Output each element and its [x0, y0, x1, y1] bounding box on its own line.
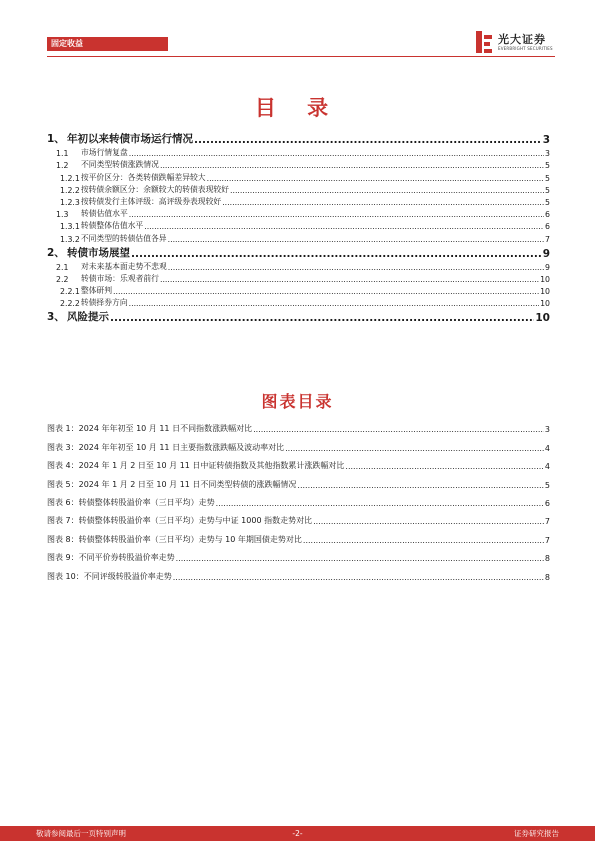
toc-entry-page: 3	[545, 149, 550, 159]
logo-chinese-name: 光大证券	[498, 33, 546, 46]
toc-dot-leader	[129, 210, 544, 219]
section-tag: 固定收益	[47, 37, 168, 51]
toc-entry[interactable]	[47, 284, 550, 296]
toc-dot-leader	[168, 235, 544, 244]
toc-entry[interactable]	[47, 219, 550, 231]
chart-toc-dot-leader	[176, 554, 544, 563]
toc-entry[interactable]	[47, 130, 550, 146]
charts-table-of-contents	[47, 416, 550, 582]
toc-entry-label: 转债市场：乐观者前行	[81, 273, 159, 283]
toc-entry-label: 风险提示	[67, 311, 109, 324]
toc-entry-number: 2、	[47, 246, 65, 259]
chart-toc-entry[interactable]	[47, 434, 550, 452]
chart-toc-entry-page: 8	[544, 554, 550, 564]
toc-dot-leader	[110, 312, 534, 324]
chart-toc-dot-leader	[253, 425, 544, 434]
toc-entry-page: 5	[545, 173, 550, 183]
toc-dot-leader	[194, 134, 542, 146]
chart-toc-dot-leader	[297, 481, 543, 490]
charts-toc-title: 图表目录	[261, 392, 334, 411]
chart-toc-entry-page: 5	[544, 480, 550, 490]
toc-entry-label: 转债整体估值水平	[80, 221, 144, 231]
toc-dot-leader	[113, 287, 539, 296]
toc-entry-page: 6	[545, 210, 550, 220]
toc-entry-number: 1.2.3	[60, 197, 80, 207]
toc-dot-leader	[131, 248, 542, 260]
toc-entry-number: 2.2.1	[60, 287, 80, 297]
toc-entry-number: 2.2.2	[60, 299, 80, 309]
chart-toc-entry[interactable]	[47, 508, 550, 526]
chart-toc-dot-leader	[216, 499, 544, 508]
toc-dot-leader	[160, 275, 539, 284]
logo-english-name: EVERBRIGHT SECURITIES	[498, 46, 553, 51]
toc-entry-number: 1、	[47, 133, 65, 145]
toc-entry-number: 1.3.2	[60, 234, 80, 244]
footer-disclaimer: 敬请参阅最后一页特别声明	[36, 829, 126, 838]
toc-entry[interactable]	[47, 158, 550, 170]
toc-entry[interactable]	[47, 195, 550, 207]
toc-entry[interactable]	[47, 296, 550, 308]
chart-toc-entry[interactable]	[47, 471, 550, 489]
toc-entry[interactable]	[47, 146, 550, 158]
toc-dot-leader	[129, 299, 539, 308]
toc-entry-page: 10	[535, 312, 550, 325]
toc-entry-page: 10	[540, 299, 550, 309]
toc-entry-label: 按转债余额区分：余额较大的转债表现较好	[80, 184, 229, 194]
toc-entry-label: 整体研判	[80, 286, 113, 296]
toc-entry-label: 年初以来转债市场运行情况	[67, 133, 193, 145]
toc-entry-label: 转债市场展望	[67, 246, 130, 259]
toc-entry-number: 2.1	[56, 262, 69, 272]
chart-toc-entry[interactable]	[47, 490, 550, 508]
chart-toc-dot-leader	[345, 462, 543, 471]
footer-page-number: -2-	[292, 829, 303, 838]
toc-dot-leader	[144, 222, 544, 231]
table-of-contents	[47, 130, 550, 324]
toc-entry-number: 1.2	[56, 161, 69, 171]
toc-entry[interactable]	[47, 231, 550, 243]
toc-entry-number: 1.3.1	[60, 222, 80, 232]
toc-entry-page: 9	[545, 262, 550, 272]
everbright-logo	[474, 30, 554, 54]
toc-entry-label: 市场行情复盘	[81, 148, 128, 158]
chart-toc-entry-page: 3	[544, 425, 550, 435]
toc-dot-leader	[207, 174, 544, 183]
chart-toc-dot-leader	[303, 536, 544, 545]
chart-toc-dot-leader	[313, 517, 544, 526]
toc-entry-page: 5	[545, 185, 550, 195]
footer-report-type: 证券研究报告	[514, 829, 559, 838]
toc-entry-page: 10	[540, 287, 550, 297]
toc-dot-leader	[129, 149, 544, 158]
chart-toc-entry[interactable]	[47, 545, 550, 563]
toc-entry[interactable]	[47, 272, 550, 284]
toc-entry-label: 不同类型的转债估值各异	[80, 233, 167, 243]
chart-toc-entry-label: 图表 10：不同评级转股溢价率走势	[47, 571, 172, 581]
toc-entry-number: 1.1	[56, 149, 69, 159]
chart-toc-dot-leader	[173, 573, 544, 582]
toc-dot-leader	[160, 161, 544, 170]
toc-entry-page: 10	[540, 274, 550, 284]
toc-entry-label: 转债估值水平	[81, 209, 128, 219]
toc-dot-leader	[168, 263, 544, 272]
toc-entry-label: 转债择券方向	[80, 298, 128, 308]
toc-dot-leader	[222, 198, 544, 207]
toc-entry-label: 按转债发行主体评级：高评级券表现较好	[80, 196, 222, 206]
toc-entry-label: 对未来基本面走势不悲观	[81, 261, 167, 271]
chart-toc-dot-leader	[285, 444, 544, 453]
chart-toc-entry-label: 图表 8：转债整体转股溢价率（三日平均）走势与 10 年期国债走势对比	[47, 534, 302, 544]
chart-toc-entry[interactable]	[47, 563, 550, 581]
toc-entry-number: 1.3	[56, 210, 69, 220]
chart-toc-entry-page: 8	[544, 572, 550, 582]
toc-entry[interactable]	[47, 207, 550, 219]
chart-toc-entry-page: 6	[544, 498, 550, 508]
toc-entry-number: 2.2	[56, 274, 69, 284]
chart-toc-entry-label: 图表 4：2024 年 1 月 2 日至 10 月 11 日中证转债指数及其他指数累计涨跌幅对比	[47, 461, 345, 471]
chart-toc-entry-label: 图表 3：2024 年年初至 10 月 11 日主要指数涨跌幅及波动率对比	[47, 442, 285, 452]
chart-toc-entry-label: 图表 7：转债整体转股溢价率（三日平均）走势与中证 1000 指数走势对比	[47, 516, 313, 526]
chart-toc-entry-label: 图表 5：2024 年 1 月 2 日至 10 月 11 日不同类型转债的涨跌幅情况	[47, 479, 297, 489]
everbright-logo-icon	[474, 31, 494, 53]
chart-toc-entry-label: 图表 1：2024 年年初至 10 月 11 日不同指数涨跌幅对比	[47, 424, 253, 434]
toc-entry-label: 不同类型转债涨跌情况	[81, 160, 159, 170]
toc-entry[interactable]	[47, 183, 550, 195]
chart-toc-entry-page: 4	[544, 443, 550, 453]
toc-entry-page: 7	[545, 234, 550, 244]
toc-entry[interactable]	[47, 244, 550, 260]
chart-toc-entry-label: 图表 9：不同平价券转股溢价率走势	[47, 553, 175, 563]
toc-entry-page: 3	[542, 134, 550, 146]
toc-entry-page: 9	[542, 247, 550, 260]
chart-toc-entry[interactable]	[47, 453, 550, 471]
toc-entry[interactable]	[47, 260, 550, 272]
toc-entry-number: 1.2.1	[60, 173, 80, 183]
chart-toc-entry-page: 7	[544, 535, 550, 545]
toc-title: 目 录	[254, 96, 341, 120]
toc-entry-number: 1.2.2	[60, 185, 80, 195]
chart-toc-entry[interactable]	[47, 526, 550, 544]
toc-dot-leader	[230, 186, 544, 195]
toc-entry-label: 按平价区分：各类转债跌幅差异较大	[80, 172, 206, 182]
chart-toc-entry-page: 7	[544, 517, 550, 527]
toc-entry-page: 6	[545, 222, 550, 232]
chart-toc-entry-page: 4	[544, 462, 550, 472]
toc-entry-number: 3、	[47, 311, 65, 324]
toc-entry[interactable]	[47, 170, 550, 182]
toc-entry-page: 5	[545, 161, 550, 171]
footer-bar	[0, 826, 595, 841]
chart-toc-entry[interactable]	[47, 416, 550, 434]
toc-entry[interactable]	[47, 308, 550, 324]
header-divider	[47, 56, 555, 57]
chart-toc-entry-label: 图表 6：转债整体转股溢价率（三日平均）走势	[47, 497, 215, 507]
toc-entry-page: 5	[545, 197, 550, 207]
